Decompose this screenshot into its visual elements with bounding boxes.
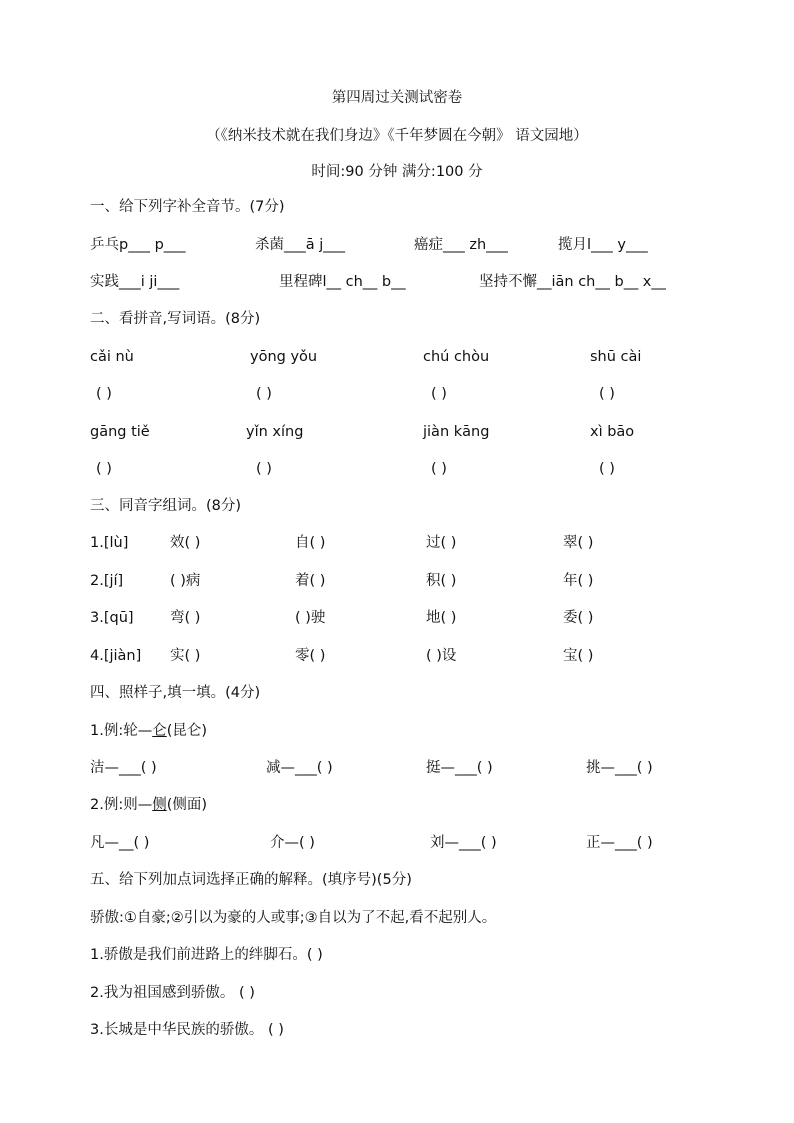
answer-blank: ( ) xyxy=(599,386,615,402)
answer-blank: ( ) xyxy=(599,461,615,477)
exam-subtitle: （《纳米技术就在我们身边》《千年梦圆在今朝》 语文园地） xyxy=(206,128,588,144)
homophone-pinyin: 4.[jiàn] xyxy=(90,648,142,664)
homophone-word: 自( ) xyxy=(295,535,326,551)
homophone-word: 年( ) xyxy=(563,573,594,589)
homophone-word: 积( ) xyxy=(426,573,457,589)
answer-blank: ( ) xyxy=(431,461,447,477)
homophone-word: 实( ) xyxy=(170,648,201,664)
answer-blank: ( ) xyxy=(431,386,447,402)
example-prefix: 1.例:轮— xyxy=(90,723,153,739)
fill-item: 坚持不懈__iān ch__ b__ x__ xyxy=(479,274,666,290)
question-item: 3.长城是中华民族的骄傲。 ( ) xyxy=(90,1022,284,1038)
fill-item: 洁—___( ) xyxy=(90,760,157,776)
answer-blank: ( ) xyxy=(96,386,112,402)
fill-item: 挑—___( ) xyxy=(586,760,653,776)
homophone-word: 地( ) xyxy=(426,610,457,626)
answer-blank: ( ) xyxy=(96,461,112,477)
homophone-word: ( )病 xyxy=(170,573,201,589)
fill-item: 揽月l___ y___ xyxy=(558,237,648,253)
example-char: 侧 xyxy=(152,797,167,813)
pinyin-item: jiàn kāng xyxy=(423,424,490,440)
exam-title: 第四周过关测试密卷 xyxy=(331,90,463,106)
section3-heading: 三、同音字组词。(8分) xyxy=(90,498,242,514)
pinyin-item: cǎi nù xyxy=(90,349,134,365)
fill-item: 挺—___( ) xyxy=(426,760,493,776)
homophone-word: ( )设 xyxy=(426,648,457,664)
example-char: 仑 xyxy=(152,723,167,739)
homophone-pinyin: 1.[lù] xyxy=(90,535,129,551)
section5-heading: 五、给下列加点词选择正确的解释。(填序号)(5分) xyxy=(90,872,412,888)
homophone-word: 宝( ) xyxy=(563,648,594,664)
fill-item: 癌症___ zh___ xyxy=(414,237,508,253)
homophone-word: 零( ) xyxy=(295,648,326,664)
fill-item: 凡—__( ) xyxy=(90,835,150,851)
homophone-pinyin: 3.[qū] xyxy=(90,610,134,626)
homophone-word: 弯( ) xyxy=(170,610,201,626)
fill-item: 实践___i ji___ xyxy=(90,274,180,290)
example-suffix: (昆仑) xyxy=(166,723,208,739)
pinyin-item: xì bāo xyxy=(590,424,635,440)
pinyin-item: yǐn xíng xyxy=(246,424,304,440)
pinyin-item: shū cài xyxy=(590,349,642,365)
definition-line: 骄傲:①自豪;②引以为豪的人或事;③自以为了不起,看不起别人。 xyxy=(90,910,497,926)
pinyin-item: gāng tiě xyxy=(90,424,150,440)
pinyin-item: yōng yǒu xyxy=(250,349,318,365)
fill-item: 正—___( ) xyxy=(586,835,653,851)
homophone-word: 过( ) xyxy=(426,535,457,551)
example-suffix: (侧面) xyxy=(166,797,208,813)
pinyin-item: chú chòu xyxy=(423,349,490,365)
example-prefix: 2.例:则— xyxy=(90,797,153,813)
section1-heading: 一、给下列字补全音节。(7分) xyxy=(90,199,285,215)
question-item: 1.骄傲是我们前进路上的绊脚石。( ) xyxy=(90,947,323,963)
homophone-pinyin: 2.[jí] xyxy=(90,573,124,589)
homophone-word: 效( ) xyxy=(170,535,201,551)
question-item: 2.我为祖国感到骄傲。 ( ) xyxy=(90,985,255,1001)
fill-item: 减—___( ) xyxy=(266,760,333,776)
section2-heading: 二、看拼音,写词语。(8分) xyxy=(90,311,261,327)
section4-heading: 四、照样子,填一填。(4分) xyxy=(90,685,261,701)
fill-item: 乒乓p___ p___ xyxy=(90,237,186,253)
homophone-word: 翠( ) xyxy=(563,535,594,551)
time-score-line: 时间:90 分钟 满分:100 分 xyxy=(311,164,483,180)
example-2 xyxy=(90,795,207,815)
fill-item: 里程碑l__ ch__ b__ xyxy=(279,274,406,290)
homophone-word: 着( ) xyxy=(295,573,326,589)
fill-item: 介—( ) xyxy=(270,835,315,851)
answer-blank: ( ) xyxy=(256,386,272,402)
homophone-word: 委( ) xyxy=(563,610,594,626)
answer-blank: ( ) xyxy=(256,461,272,477)
fill-item: 刘—___( ) xyxy=(430,835,497,851)
homophone-word: ( )驶 xyxy=(295,610,326,626)
example-1 xyxy=(90,721,207,741)
fill-item: 杀菌___ā j___ xyxy=(255,237,346,253)
